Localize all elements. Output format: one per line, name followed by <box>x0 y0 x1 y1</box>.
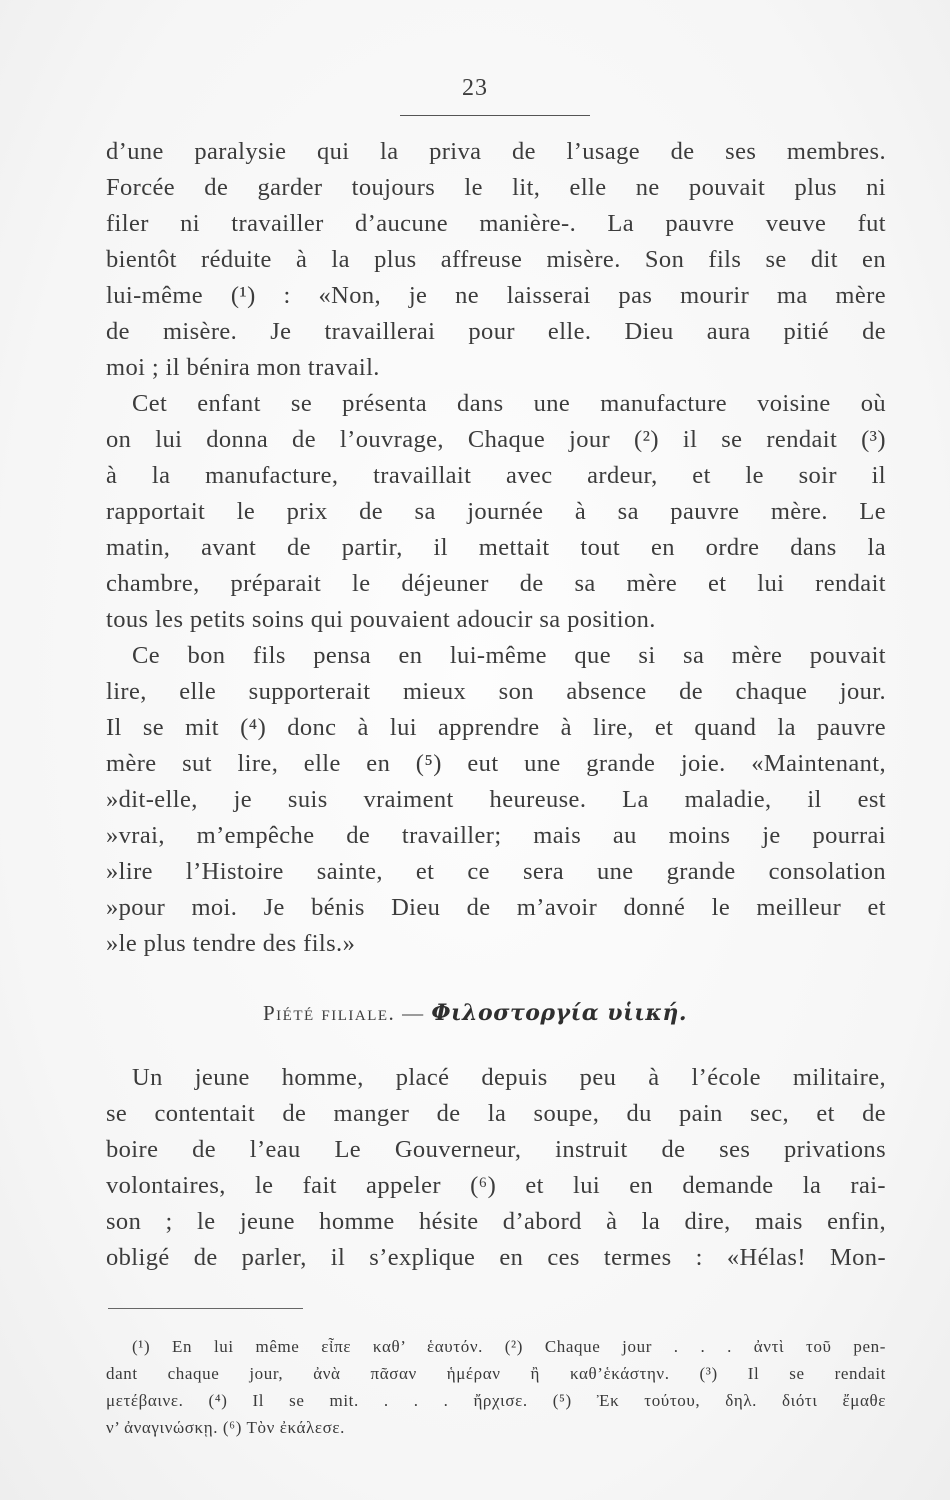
body-line: filer ni travailler d’aucune manière-. La pauvre veuve fut <box>106 210 886 237</box>
footnote-rule <box>108 1308 303 1309</box>
body-line: lire, elle supporterait mieux son absence de chaque jour. <box>106 678 886 705</box>
body-line: Ce bon fils pensa en lui-même que si sa mère pouvait <box>132 642 886 669</box>
body-line: mère sut lire, elle en (⁵) eut une grande joie. «Maintenant, <box>106 750 886 777</box>
body-line: on lui donna de l’ouvrage, Chaque jour (²) il se rendait (³) <box>106 426 886 453</box>
section-title-separator: — <box>395 1001 432 1025</box>
body-line: volontaires, le fait appeler (⁶) et lui en demande la rai- <box>106 1172 886 1199</box>
body-line: rapportait le prix de sa journée à sa pauvre mère. Le <box>106 498 886 525</box>
footnote-line: dant chaque jour, ἀνὰ πᾶσαν ἡμέραν ἢ καθ’ἑκάστην. (³) Il se rendait <box>106 1364 886 1383</box>
section-title <box>0 1000 950 1026</box>
body-line: tous les petits soins qui pouvaient adoucir sa position. <box>106 606 656 633</box>
body-line: »pour moi. Je bénis Dieu de m’avoir donné le meilleur et <box>106 894 886 921</box>
body-line: Cet enfant se présenta dans une manufacture voisine où <box>132 390 886 417</box>
body-line: chambre, préparait le déjeuner de sa mère et lui rendait <box>106 570 886 597</box>
body-line: bientôt réduite à la plus affreuse misère. Son fils se dit en <box>106 246 886 273</box>
footnote-line: (¹) En lui même εἶπε καθ’ ἑαυτόν. (²) Chaque jour . . . ἀντὶ τοῦ pen- <box>132 1337 886 1356</box>
body-line: se contentait de manger de la soupe, du pain sec, et de <box>106 1100 886 1127</box>
body-line: de misère. Je travaillerai pour elle. Dieu aura pitié de <box>106 318 886 345</box>
body-line: matin, avant de partir, il mettait tout en ordre dans la <box>106 534 886 561</box>
body-line: »lire l’Histoire sainte, et ce sera une grande consolation <box>106 858 886 885</box>
body-line: boire de l’eau Le Gouverneur, instruit de ses privations <box>106 1136 886 1163</box>
body-line: à la manufacture, travaillait avec ardeur, et le soir il <box>106 462 886 489</box>
header-rule <box>400 115 590 116</box>
body-line: Il se mit (⁴) donc à lui apprendre à lire, et quand la pauvre <box>106 714 886 741</box>
footnote-line: μετέβαινε. (⁴) Il se mit. . . . ἤρχισε. (⁵) Ἐκ τούτου, δηλ. διότι ἔμαθε <box>106 1391 886 1410</box>
body-line: obligé de parler, il s’explique en ces termes : «Hélas! Mon- <box>106 1244 886 1271</box>
body-line: son ; le jeune homme hésite d’abord à la dire, mais enfin, <box>106 1208 886 1235</box>
body-line: lui-même (¹) : «Non, je ne laisserai pas mourir ma mère <box>106 282 886 309</box>
body-line: »le plus tendre des fils.» <box>106 930 356 957</box>
body-line: »vrai, m’empêche de travailler; mais au moins je pourrai <box>106 822 886 849</box>
section-title-french: Piété filiale. <box>262 1001 396 1025</box>
body-line: Un jeune homme, placé depuis peu à l’école militaire, <box>132 1064 886 1091</box>
body-line: moi ; il bénira mon travail. <box>106 354 380 381</box>
body-line: »dit-elle, je suis vraiment heureuse. La maladie, il est <box>106 786 886 813</box>
body-line: d’une paralysie qui la priva de l’usage de ses membres. <box>106 138 886 165</box>
footnote-line: ν’ ἀναγινώσκῃ. (⁶) Τὸν ἐκάλεσε. <box>106 1418 345 1437</box>
body-line: Forcée de garder toujours le lit, elle ne pouvait plus ni <box>106 174 886 201</box>
page-number: 23 <box>462 75 488 101</box>
section-title-greek: Φιλοστοργία υἱική. <box>431 1000 688 1026</box>
